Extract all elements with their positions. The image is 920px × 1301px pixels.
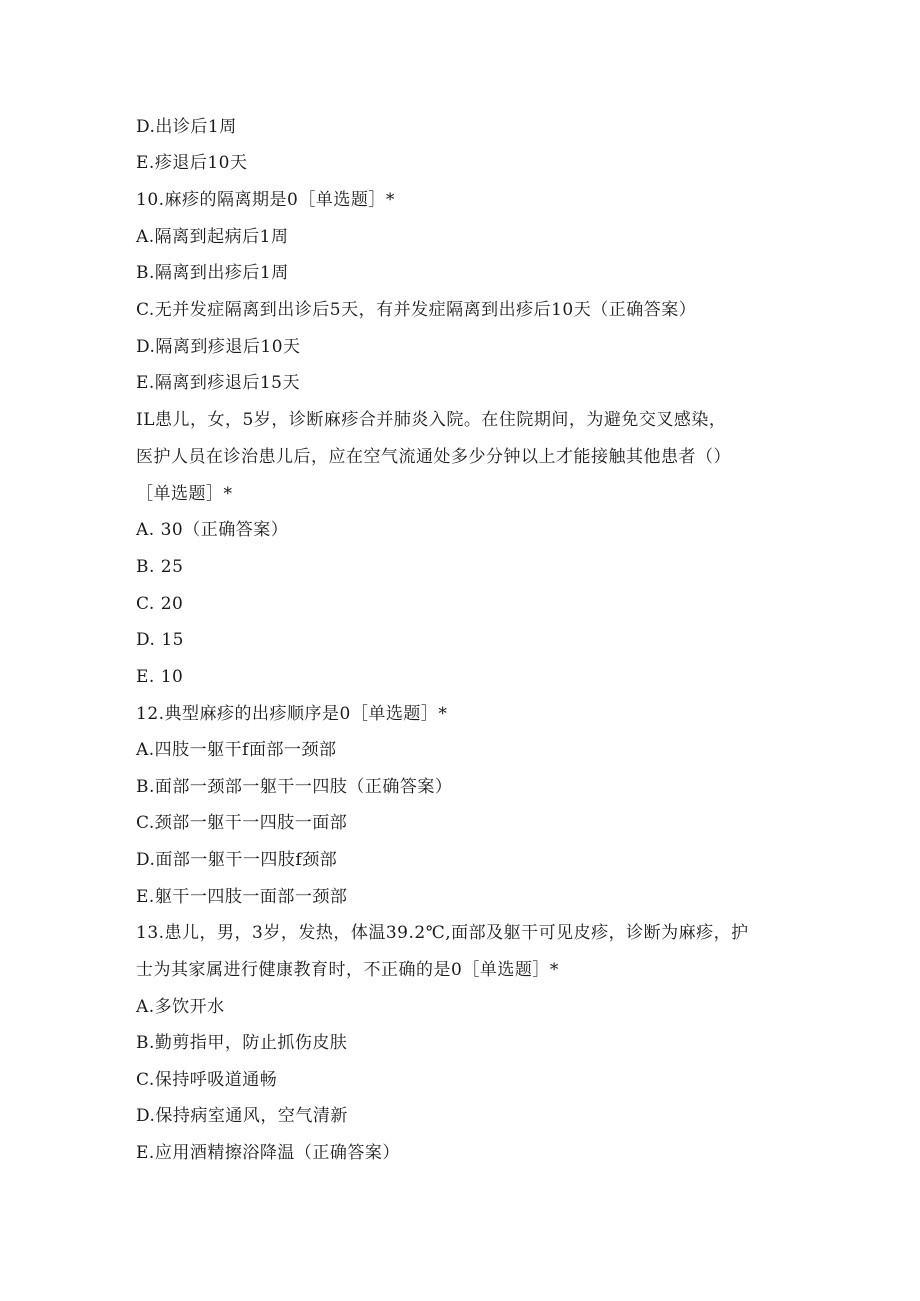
q11-question-line-3: ［单选题］* (136, 484, 233, 504)
q12-option-e: E.躯干一四肢一面部一颈部 (136, 887, 348, 907)
q12-option-c: C.颈部一躯干一四肢一面部 (136, 813, 348, 833)
q11-question-line-2: 医护人员在诊治患儿后，应在空气流通处多少分钟以上才能接触其他患者（） (136, 447, 731, 467)
q13-option-d: D.保持病室通风，空气清新 (136, 1106, 348, 1126)
q13-option-a: A.多饮开水 (136, 997, 225, 1017)
q10-option-a: A.隔离到起病后1周 (136, 227, 289, 247)
q11-question-line-1: IL患儿，女，5岁，诊断麻疹合并肺炎入院。在住院期间，为避免交叉感染， (136, 410, 727, 430)
q11-option-c: C. 20 (136, 594, 184, 614)
q12-question: 12.典型麻疹的出疹顺序是0［单选题］* (136, 704, 448, 724)
q11-option-d: D. 15 (136, 630, 184, 650)
q10-option-d: D.隔离到疹退后10天 (136, 337, 301, 357)
q13-option-c: C.保持呼吸道通畅 (136, 1070, 278, 1090)
q10-option-c: C.无并发症隔离到出诊后5天，有并发症隔离到出疹后10天（正确答案） (136, 300, 697, 320)
q12-option-d: D.面部一躯干一四肢f颈部 (136, 850, 338, 870)
q12-option-a: A.四肢一躯干f面部一颈部 (136, 740, 337, 760)
q12-option-b: B.面部一颈部一躯干一四肢（正确答案） (136, 777, 453, 797)
q11-option-e: E. 10 (136, 667, 184, 687)
q13-option-b: B.勤剪指甲，防止抓伤皮肤 (136, 1033, 348, 1053)
q10-question: 10.麻疹的隔离期是0［单选题］* (136, 190, 395, 210)
q13-question-line-1: 13.患儿，男，3岁，发热，体温39.2℃,面部及躯干可见皮疹，诊断为麻疹，护 (136, 923, 749, 943)
q9-option-e: E.疹退后10天 (136, 153, 248, 173)
q9-option-d: D.出诊后1周 (136, 117, 237, 137)
q10-option-b: B.隔离到出疹后1周 (136, 263, 289, 283)
q10-option-e: E.隔离到疹退后15天 (136, 373, 300, 393)
q11-option-a: A. 30（正确答案） (136, 520, 289, 540)
q13-question-line-2: 士为其家属进行健康教育时，不正确的是0［单选题］* (136, 960, 559, 980)
q11-option-b: B. 25 (136, 557, 184, 577)
q13-option-e: E.应用酒精擦浴降温（正确答案） (136, 1143, 400, 1163)
